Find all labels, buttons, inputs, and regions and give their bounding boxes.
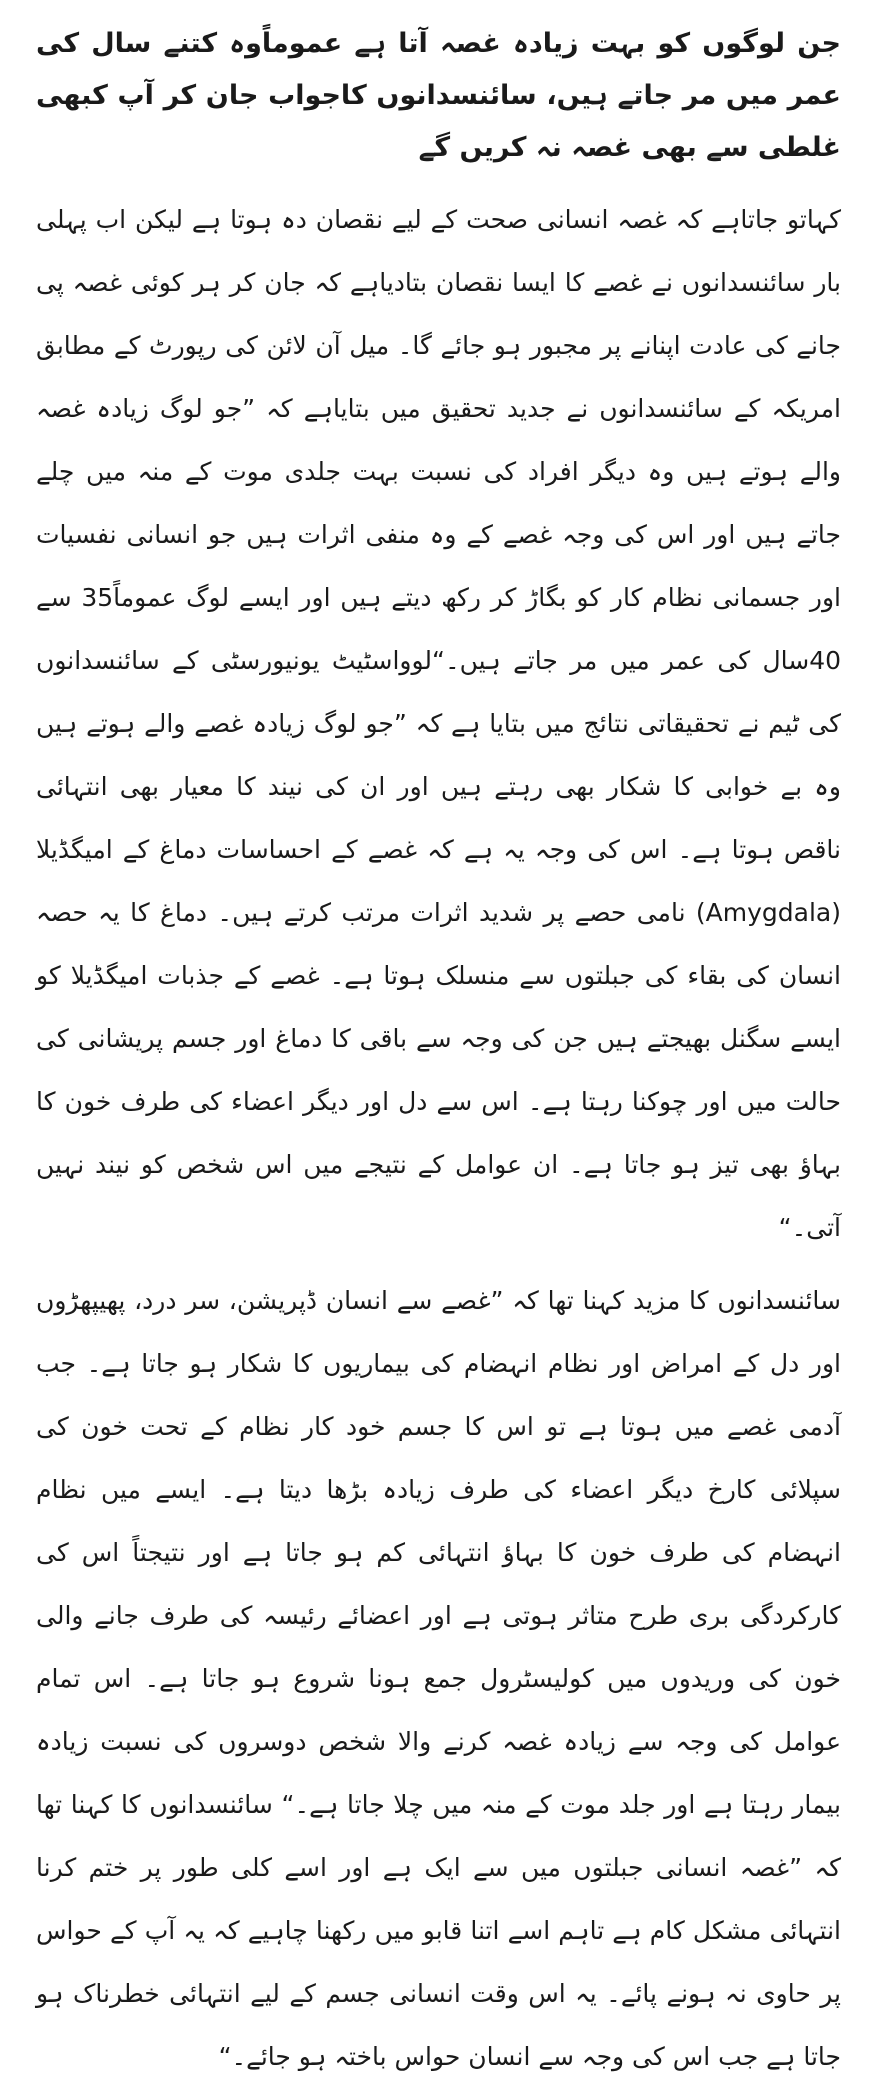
article-paragraph-1: کہاتو جاتاہے کہ غصہ انسانی صحت کے لیے نقصان دہ ہوتا ہے لیکن اب پہلی بار سائنسدانوں نے غصے کا ایسا نقصان بتادیاہے کہ جان کر ہر کوئی غصہ پی جانے کی عادت اپنانے پر مجبور ہو جائے گا۔ میل آن لائن کی رپورٹ کے مطابق امریکہ کے سائنسدانوں نے جدید تحقیق میں بتایاہے کہ ”جو لوگ زیادہ غصہ والے ہوتے ہیں وہ دیگر افراد کی نسبت بہت جلدی موت کے منہ میں چلے جاتے ہیں اور اس کی وجہ غصے کے وہ منفی اثرات ہیں جو انسانی نفسیات اور جسمانی نظام کار کو بگاڑ کر رکھ دیتے ہیں اور ایسے لوگ عموماً35 سے 40سال کی عمر میں مر جاتے ہیں۔“لوواسٹیٹ یونیورسٹی کے سائنسدانوں کی ٹیم نے تحقیقاتی نتائج میں بتایا ہے کہ ”جو لوگ زیادہ غصے والے ہوتے ہیں وہ بے خوابی کا شکار بھی رہتے ہیں اور ان کی نیند کا معیار بھی انتہائی ناقص ہوتا ہے۔ اس کی وجہ یہ ہے کہ غصے کے احساسات دماغ کے امیگڈیلا (Amygdala) نامی حصے پر شدید اثرات مرتب کرتے ہیں۔ دماغ کا یہ حصہ انسان کی بقاء کی جبلتوں سے منسلک ہوتا ہے۔ غصے کے جذبات امیگڈیلا کو ایسے سگنل بھیجتے ہیں جن کی وجہ سے باقی کا دماغ اور جسم پریشانی کی حالت میں اور چوکنا رہتا ہے۔ اس سے دل اور دیگر اعضاء کی طرف خون کا بہاؤ بھی تیز ہو جاتا ہے۔ ان عوامل کے نتیجے میں اس شخص کو نیند نہیں آتی۔“: [36, 205, 841, 1242]
article-headline: جن لوگوں کو بہت زیادہ غصہ آتا ہے عموماًوہ کتنے سال کی عمر میں مر جاتے ہیں، سائنسدانوں کاجواب جان کر آپ کبھی غلطی سے بھی غصہ نہ کریں گے: [36, 28, 841, 163]
article-paragraph-2: سائنسدانوں کا مزید کہنا تھا کہ ”غصے سے انسان ڈپریشن، سر درد، پھیپھڑوں اور دل کے امراض اور نظام انہضام کی بیماریوں کا شکار ہو جاتا ہے۔ جب آدمی غصے میں ہوتا ہے تو اس کا جسم خود کار نظام کے تحت خون کی سپلائی کارخ دیگر اعضاء کی طرف زیادہ بڑھا دیتا ہے۔ ایسے میں نظام انہضام کی طرف خون کا بہاؤ انتہائی کم ہو جاتا ہے اور نتیجتاً اس کی کارکردگی بری طرح متاثر ہوتی ہے اور اعضائے رئیسہ کی طرف جانے والی خون کی وریدوں میں کولیسٹرول جمع ہونا شروع ہو جاتا ہے۔ اس تمام عوامل کی وجہ سے زیادہ غصہ کرنے والا شخص دوسروں کی نسبت زیادہ بیمار رہتا ہے اور جلد موت کے منہ میں چلا جاتا ہے۔“ سائنسدانوں کا کہنا تھا کہ ”غصہ انسانی جبلتوں میں سے ایک ہے اور اسے کلی طور پر ختم کرنا انتہائی مشکل کام ہے تاہم اسے اتنا قابو میں رکھنا چاہیے کہ یہ آپ کے حواس پر حاوی نہ ہونے پائے۔ یہ اس وقت انسانی جسم کے لیے انتہائی خطرناک ہو جاتا ہے جب اس کی وجہ سے انسان حواس باختہ ہو جائے۔“: [36, 1286, 841, 2071]
